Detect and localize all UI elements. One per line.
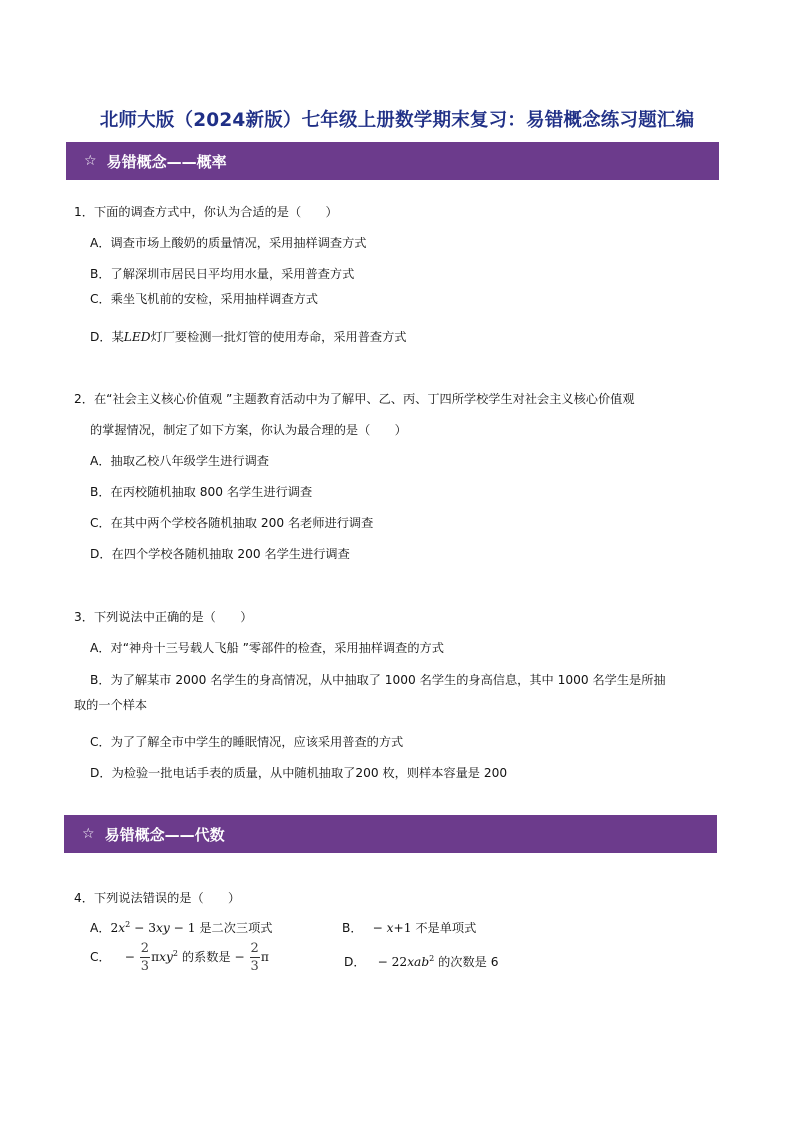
question-3-stem: 3．下列说法中正确的是（ ） — [74, 610, 253, 624]
question-4-option-a — [90, 919, 272, 936]
question-3-option-a: A．对“神舟十三号载人飞船 ”零部件的检查，采用抽样调查的方式 — [90, 641, 444, 655]
question-2-option-d: D．在四个学校各随机抽取 200 名学生进行调查 — [90, 547, 350, 561]
question-3-option-b-cont: 取的一个样本 — [74, 698, 148, 712]
question-1-option-b: B．了解深圳市居民日平均用水量，采用普查方式 — [90, 267, 355, 281]
question-3-option-c: C．为了了解全市中学生的睡眠情况，应该采用普查的方式 — [90, 735, 404, 749]
section-banner-algebra — [64, 815, 717, 853]
expression-a: $2x^2 - 3xy - 1$ — [110, 919, 196, 935]
option-d-prefix: D．某 — [90, 330, 124, 344]
question-4-stem: 4．下列说法错误的是（ ） — [74, 891, 241, 905]
question-1-option-d — [90, 328, 406, 345]
option-d-suffix: 灯厂要检测一批灯管的使用寿命，采用普查方式 — [150, 330, 407, 344]
question-2-option-c: C．在其中两个学校各随机抽取 200 名老师进行调查 — [90, 516, 374, 530]
expression-d: − 22xab$^2$ — [377, 953, 435, 969]
option-label: B． — [342, 921, 363, 935]
variable-led: LED — [123, 330, 151, 344]
option-label: D． — [344, 955, 366, 969]
question-2-stem-cont: 的掌握情况，制定了如下方案，你认为最合理的是（ ） — [90, 423, 407, 437]
question-1-stem: 1．下面的调查方式中，你认为合适的是（ ） — [74, 205, 338, 219]
option-label: C． — [90, 950, 111, 964]
section-banner-probability — [66, 142, 719, 180]
option-a-text: 是二次三项式 — [195, 921, 273, 935]
expression-c-coeff: − $\frac{2}{3}$ π — [234, 941, 269, 974]
section-label: 易错概念——概率 — [106, 152, 227, 171]
question-3-option-b: B．为了解某市 2000 名学生的身高情况，从中抽取了 1000 名学生的身高信息，其中 1000 名学生是所抽 — [90, 673, 666, 687]
question-4-option-d — [344, 953, 499, 970]
question-2-stem: 2．在“社会主义核心价值观 ”主题教育活动中为了解甲、乙、丙、丁四所学校学生对社会主义核心价值观 — [74, 392, 635, 406]
option-d-text: 的次数是 6 — [434, 955, 499, 969]
page-title: 北师大版（2024新版）七年级上册数学期末复习：易错概念练习题汇编 — [99, 110, 695, 131]
question-4-option-b — [342, 919, 476, 936]
option-label: A． — [90, 921, 111, 935]
fraction: $\frac{2}{3}$ — [140, 941, 150, 974]
option-b-text: 不是单项式 — [411, 921, 477, 935]
expression-b: − x+1 — [372, 921, 412, 935]
section-label: 易错概念——代数 — [104, 825, 225, 844]
question-3-option-d: D．为检验一批电话手表的质量，从中随机抽取了200 枚，则样本容量是 200 — [90, 766, 508, 780]
star-icon: ☆ — [82, 826, 95, 842]
question-1-option-c: C．乘坐飞机前的安检，采用抽样调查方式 — [90, 292, 318, 306]
question-2-option-b: B．在丙校随机抽取 800 名学生进行调查 — [90, 485, 313, 499]
question-2-option-a: A．抽取乙校八年级学生进行调查 — [90, 454, 269, 468]
fraction: $\frac{2}{3}$ — [250, 941, 259, 974]
question-1-option-a: A．调查市场上酸奶的质量情况，采用抽样调查方式 — [90, 236, 367, 250]
star-icon: ☆ — [84, 153, 97, 169]
expression-c: − $\frac{2}{3}$ πxy$^2$ — [124, 941, 178, 974]
question-4-option-c — [90, 942, 269, 973]
option-c-text: 的系数是 — [177, 950, 235, 964]
